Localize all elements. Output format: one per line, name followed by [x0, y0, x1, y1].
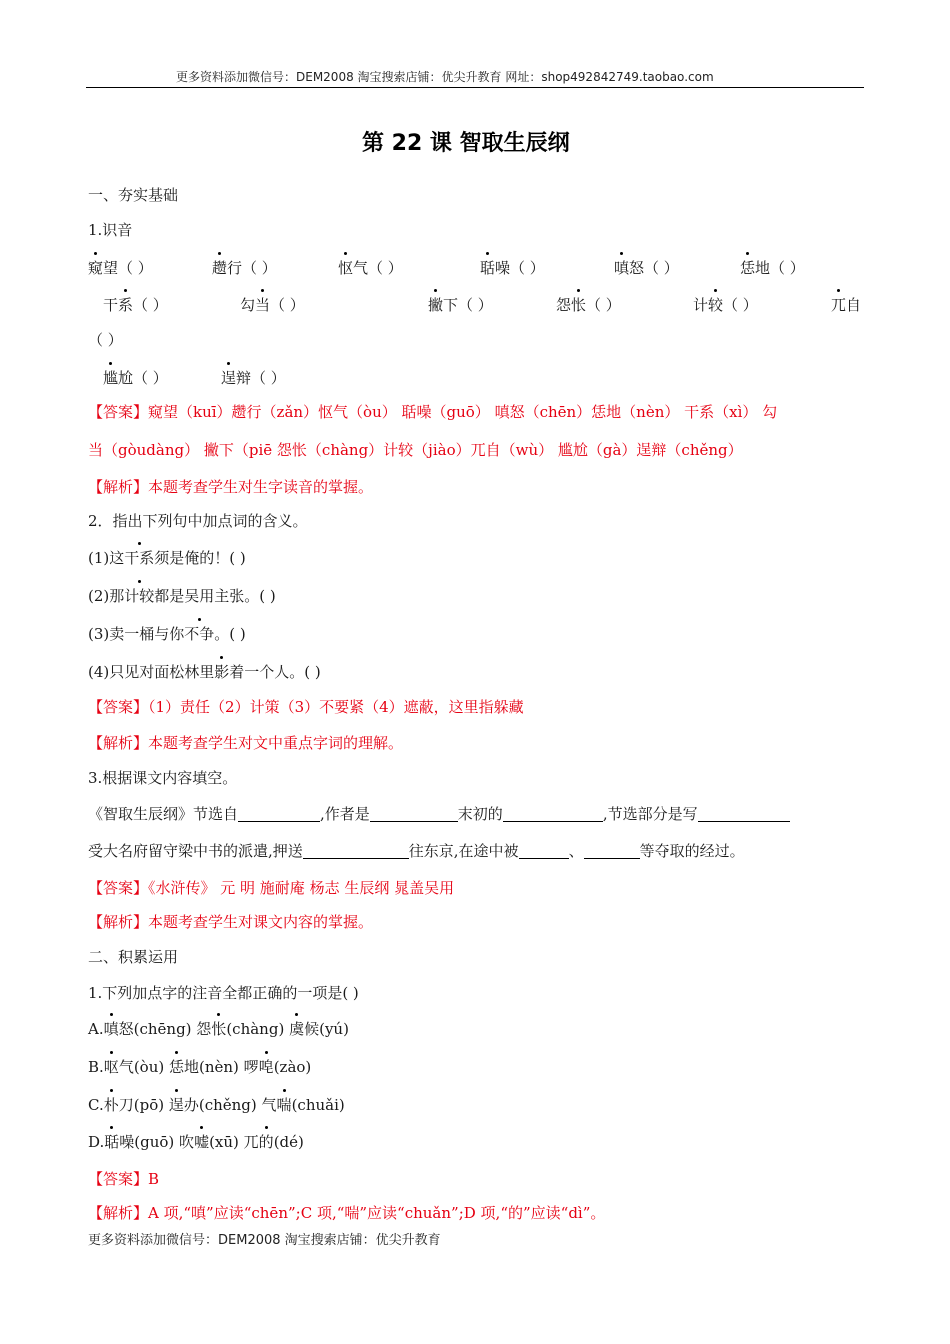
fill-blank[interactable]: [370, 805, 458, 822]
pinyin-item: [740, 257, 805, 278]
answer-line: 【答案】（1）责任（2）计策（3）不要紧（4）遮蔽，这里指躲藏: [88, 698, 524, 716]
emphasized-char: 唣: [258, 1058, 274, 1076]
item-text: 干: [103, 296, 119, 314]
pinyin-item: [693, 294, 758, 315]
item-text: 行（ ）: [227, 259, 277, 277]
choice-option[interactable]: [88, 1131, 304, 1152]
item-text: 望（ ）: [103, 259, 153, 277]
fill-text: 、: [568, 842, 584, 860]
emphasized-char: 影: [214, 663, 230, 681]
answer-line: 【答案】B: [88, 1170, 160, 1188]
section-heading: 一、夯实基础: [88, 186, 179, 204]
emphasized-char: 逞: [221, 369, 237, 387]
item-text: 噪（ ）: [495, 259, 545, 277]
fill-text: 《智取生辰纲》节选自: [88, 805, 239, 823]
pinyin-item: [338, 257, 403, 278]
item-text: (1)这: [88, 549, 125, 567]
option-text: (xū) 兀: [209, 1133, 259, 1151]
option-text: 候(yú): [304, 1020, 349, 1038]
fill-blank[interactable]: [519, 842, 569, 859]
meaning-item: [88, 623, 246, 644]
item-text: 须是俺的！( ): [154, 549, 246, 567]
emphasized-char: 聒: [480, 259, 496, 277]
analysis-line: 【解析】本题考查学生对生字读音的掌握。: [88, 478, 374, 496]
option-text: 地(nèn) 啰: [184, 1058, 259, 1076]
meaning-item: [88, 547, 246, 568]
option-text: (chuǎi): [291, 1096, 345, 1114]
emphasized-char: 呕: [103, 1058, 119, 1076]
analysis-line: 【解析】本题考查学生对课文内容的掌握。: [88, 913, 374, 931]
pinyin-item: [103, 367, 168, 388]
item-text: (2)那: [88, 587, 125, 605]
fill-text: 往东京,在途中被: [408, 842, 519, 860]
fill-text: ,作者是: [320, 805, 370, 823]
emphasized-char: 撇: [428, 296, 444, 314]
fill-text: 等夺取的经过。: [639, 842, 745, 860]
item-text: （ ）: [586, 296, 621, 314]
emphasized-char: 计较: [124, 587, 155, 605]
item-text: 。( ): [214, 625, 246, 643]
item-text: 自: [846, 296, 862, 314]
fill-blank[interactable]: [584, 842, 640, 859]
item-text: 怨: [556, 296, 572, 314]
item-text: 尬（ ）: [118, 369, 168, 387]
emphasized-char: 虞: [289, 1020, 305, 1038]
meaning-item: [88, 661, 321, 682]
pinyin-item: [221, 367, 286, 388]
emphasized-char: 怅: [211, 1020, 227, 1038]
emphasized-char: 系: [118, 296, 134, 314]
option-text: A.: [88, 1020, 104, 1038]
pinyin-item: [240, 294, 305, 315]
emphasized-char: 聒: [104, 1133, 120, 1151]
page-footer: 更多资料添加微信号：DEM2008 淘宝搜索店铺：优尖升教育: [88, 1233, 441, 1248]
emphasized-char: 窥: [88, 259, 104, 277]
emphasized-char: 的: [258, 1133, 274, 1151]
choice-option[interactable]: [88, 1094, 345, 1115]
emphasized-char: 不争: [184, 625, 215, 643]
pinyin-item: [831, 294, 861, 315]
emphasized-char: 嗔: [614, 259, 630, 277]
fill-text: 末初的: [457, 805, 503, 823]
emphasized-char: 怄: [338, 259, 354, 277]
item-text: 气（ ）: [353, 259, 403, 277]
emphasized-char: 喘: [276, 1096, 292, 1114]
emphasized-char: 逞: [168, 1096, 184, 1114]
section-heading: 二、积累运用: [88, 948, 179, 966]
page-header: 更多资料添加微信号：DEM2008 淘宝搜索店铺：优尖升教育 网址：shop492842749.taobao.com: [176, 70, 714, 84]
answer-line: 【答案】窥望（kuī）趱行（zǎn）怄气（òu） 聒噪（guō） 嗔怒（chēn）恁地（nèn） 干系（xì） 勾: [88, 403, 778, 421]
emphasized-char: 朴: [103, 1096, 119, 1114]
answer-line: 当（gòudàng） 撇下（piē 怨怅（chàng）计较（jiào）兀自（wù） 尴尬（gà）逞辩（chěng）: [88, 441, 743, 459]
fill-blank[interactable]: [303, 842, 409, 859]
item-text: （ ）: [133, 296, 168, 314]
choice-option[interactable]: [88, 1056, 311, 1077]
pinyin-item: [556, 294, 621, 315]
header-rule: [86, 87, 864, 88]
emphasized-char: 当: [255, 296, 271, 314]
option-text: 噪(guō) 吹: [119, 1133, 195, 1151]
lesson-title: 第 22 课 智取生辰纲: [362, 131, 570, 156]
fill-blank[interactable]: [698, 805, 790, 822]
item-text: 地（ ）: [755, 259, 805, 277]
emphasized-char: 嗔: [103, 1020, 119, 1038]
fill-text: ,节选部分是写: [602, 805, 698, 823]
pinyin-item: [103, 294, 168, 315]
option-text: (chàng): [226, 1020, 290, 1038]
item-text: (3)卖一桶与你: [88, 625, 185, 643]
option-text: B.: [88, 1058, 104, 1076]
question-label: 3.根据课文内容填空。: [88, 769, 238, 787]
option-text: 怒(chēng) 怨: [118, 1020, 212, 1038]
emphasized-char: 怅: [571, 296, 587, 314]
item-text: 辩（ ）: [236, 369, 286, 387]
item-text: 勾: [240, 296, 256, 314]
fill-blank[interactable]: [238, 805, 320, 822]
pinyin-row-2-continued: （ ）: [88, 331, 123, 349]
emphasized-char: 兀: [831, 296, 847, 314]
emphasized-char: 嘘: [194, 1133, 210, 1151]
meaning-item: [88, 585, 276, 606]
question-label: 1.识音: [88, 221, 133, 239]
pinyin-item: [212, 257, 277, 278]
item-text: 都是吴用主张。( ): [154, 587, 276, 605]
fill-text: 受大名府留守梁中书的派遣,押送: [88, 842, 303, 860]
emphasized-char: 尴: [103, 369, 119, 387]
option-text: D.: [88, 1133, 105, 1151]
pinyin-item: [88, 257, 153, 278]
pinyin-item: [428, 294, 493, 315]
fill-blank[interactable]: [503, 805, 603, 822]
item-text: （ ）: [270, 296, 305, 314]
emphasized-char: 恁: [740, 259, 756, 277]
pinyin-item: [614, 257, 679, 278]
emphasized-char: 较: [708, 296, 724, 314]
item-text: 下（ ）: [443, 296, 493, 314]
question-label: 1.下列加点字的注音全都正确的一项是( ): [88, 984, 359, 1002]
question-label: 2．指出下列句中加点词的含义。: [88, 512, 308, 530]
item-text: 着一个人。( ): [229, 663, 321, 681]
item-text: (4)只见对面松林里: [88, 663, 215, 681]
fill-blank-line-2: [88, 840, 745, 861]
option-text: (zào): [273, 1058, 312, 1076]
emphasized-char: 干系: [124, 549, 155, 567]
fill-blank-line-1: [88, 803, 790, 824]
item-text: 计: [693, 296, 709, 314]
answer-line: 【答案】《水浒传》 元 明 施耐庵 杨志 生辰纲 晁盖吴用: [88, 879, 455, 897]
option-text: 办(chěng) 气: [183, 1096, 277, 1114]
analysis-line: 【解析】A 项,“嗔”应读“chēn”;C 项,“喘”应读“chuǎn”;D 项,“的”应读“dì”。: [88, 1204, 606, 1222]
item-text: 怒（ ）: [629, 259, 679, 277]
analysis-line: 【解析】本题考查学生对文中重点字词的理解。: [88, 734, 404, 752]
option-text: (dé): [273, 1133, 304, 1151]
item-text: （ ）: [723, 296, 758, 314]
pinyin-item: [480, 257, 545, 278]
emphasized-char: 恁: [168, 1058, 184, 1076]
option-text: C.: [88, 1096, 104, 1114]
option-text: 气(òu): [118, 1058, 169, 1076]
emphasized-char: 趱: [212, 259, 228, 277]
choice-option[interactable]: [88, 1018, 349, 1039]
option-text: 刀(pō): [118, 1096, 169, 1114]
